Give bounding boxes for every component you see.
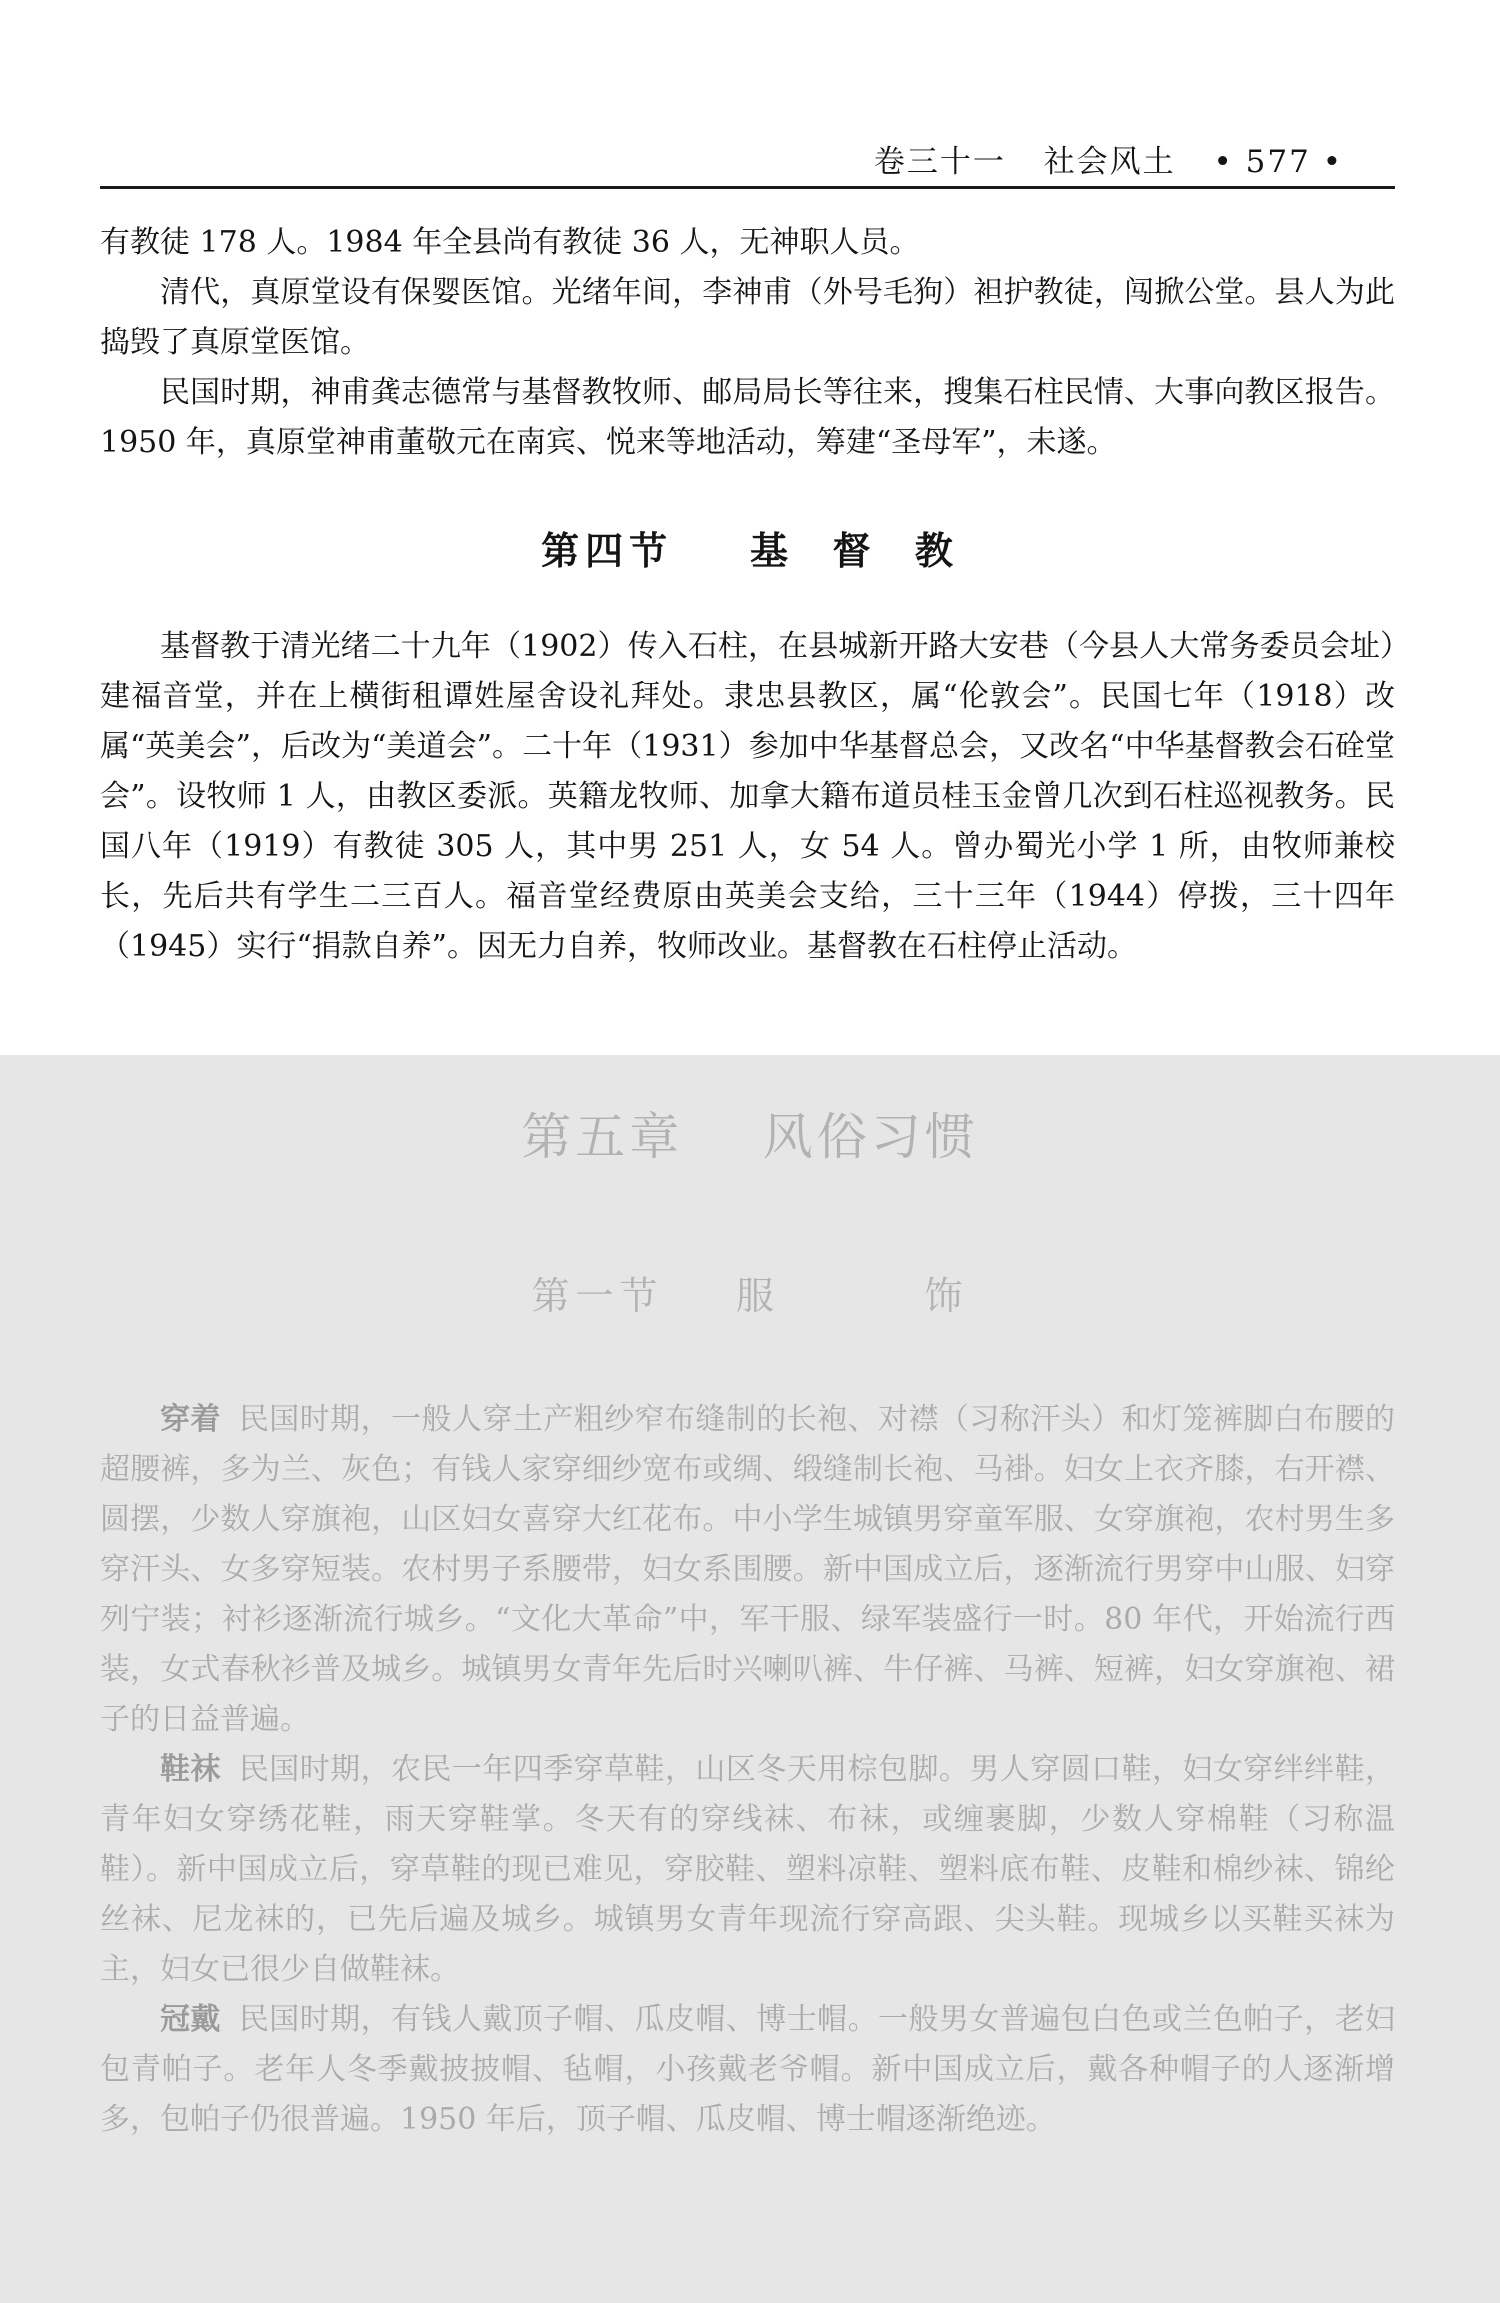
entry-text: 民国时期，农民一年四季穿草鞋，山区冬天用棕包脚。男人穿圆口鞋，妇女穿绊绊鞋，青年妇女穿绣花鞋，雨天穿鞋掌。冬天有的穿线袜、布袜，或缠裹脚，少数人穿棉鞋（习称温鞋）。新中国成立后，穿草鞋的现已难见，穿胶鞋、塑料凉鞋、塑料底布鞋、皮鞋和棉纱袜、锦纶丝袜、尼龙袜的，已先后遍及城乡。城镇男女青年现流行穿高跟、尖头鞋。现城乡以买鞋买袜为主，妇女已很少自做鞋袜。: [100, 1752, 1396, 1987]
entry-clothing: [100, 1395, 1395, 1745]
entry-text: 民国时期，一般人穿土产粗纱窄布缝制的长袍、对襟（习称汗头）和灯笼裤脚白布腰的超腰裤，多为兰、灰色；有钱人家穿细纱宽布或绸、缎缝制长袍、马褂。妇女上衣齐膝，右开襟、圆摆，少数人穿旗袍，山区妇女喜穿大红花布。中小学生城镇男穿童军服、女穿旗袍，农村男生多穿汗头、女多穿短装。农村男子系腰带，妇女系围腰。新中国成立后，逐渐流行男穿中山服、妇穿列宁装；衬衫逐渐流行城乡。“文化大革命”中，军干服、绿军装盛行一时。80 年代，开始流行西装，女式春秋衫普及城乡。城镇男女青年先后时兴喇叭裤、牛仔裤、马裤、短裤，妇女穿旗袍、裙子的日益普遍。: [100, 1402, 1396, 1737]
paragraph-continuation: 有教徒 178 人。1984 年全县尚有教徒 36 人，无神职人员。: [100, 225, 920, 260]
paragraph-christianity: 基督教于清光绪二十九年（1902）传入石柱，在县城新开路大安巷（今县人大常务委员会址）建福音堂，并在上横街租谭姓屋舍设礼拜处。隶忠县教区，属“伦敦会”。民国七年（1918）改属“英美会”，后改为“美道会”。二十年（1931）参加中华基督总会，又改名“中华基督教会石硂堂会”。设牧师 1 人，由教区委派。英籍龙牧师、加拿大籍布道员桂玉金曾几次到石柱巡视教务。民国八年（1919）有教徒 305 人，其中男 251 人，女 54 人。曾办蜀光小学 1 所，由牧师兼校长，先后共有学生二三百人。福音堂经费原由英美会支给，三十三年（1944）停拨，三十四年（1945）实行“捐款自养”。因无力自养，牧师改业。基督教在石柱停止活动。: [100, 629, 1395, 964]
chapter-title: 第五章 风俗习惯: [521, 1108, 979, 1166]
clothing-text-block: [100, 1395, 1395, 2145]
entry-shoes-socks: [100, 1745, 1395, 1995]
entry-term: 冠戴: [160, 2002, 221, 2037]
section-title-clothing: 第一节 服 饰: [531, 1274, 969, 1318]
running-header: [100, 128, 1395, 189]
section-title-christianity: 第四节 基 督 教: [541, 528, 959, 573]
header-text: [874, 136, 1343, 181]
paragraph-republic-era: 民国时期，神甫龚志德常与基督教牧师、邮局局长等往来，搜集石柱民情、大事向教区报告。1950 年，真原堂神甫董敬元在南宾、悦来等地活动，筹建“圣母军”，未遂。: [100, 375, 1395, 460]
christianity-block: [100, 622, 1395, 972]
header-volume: 卷三十一: [873, 144, 1006, 180]
entry-text: 民国时期，有钱人戴顶子帽、瓜皮帽、博士帽。一般男女普遍包白色或兰色帕子，老妇包青帕子。老年人冬季戴披披帽、毡帽，小孩戴老爷帽。新中国成立后，戴各种帽子的人逐渐增多，包帕子仍很普遍。1950 年后，顶子帽、瓜皮帽、博士帽逐渐绝迹。: [100, 2002, 1396, 2137]
entry-term: 穿着: [160, 1402, 221, 1437]
header-chapter: 社会风土: [1043, 144, 1176, 180]
top-text-block: [100, 218, 1395, 468]
page-number: • 577 •: [1213, 144, 1343, 180]
faded-lower-region: [0, 1055, 1500, 2303]
paragraph-qing-dynasty: 清代，真原堂设有保婴医馆。光绪年间，李神甫（外号毛狗）袒护教徒，闯掀公堂。县人为此捣毁了真原堂医馆。: [100, 275, 1395, 360]
entry-headwear: [100, 1995, 1395, 2145]
entry-term: 鞋袜: [160, 1752, 221, 1787]
